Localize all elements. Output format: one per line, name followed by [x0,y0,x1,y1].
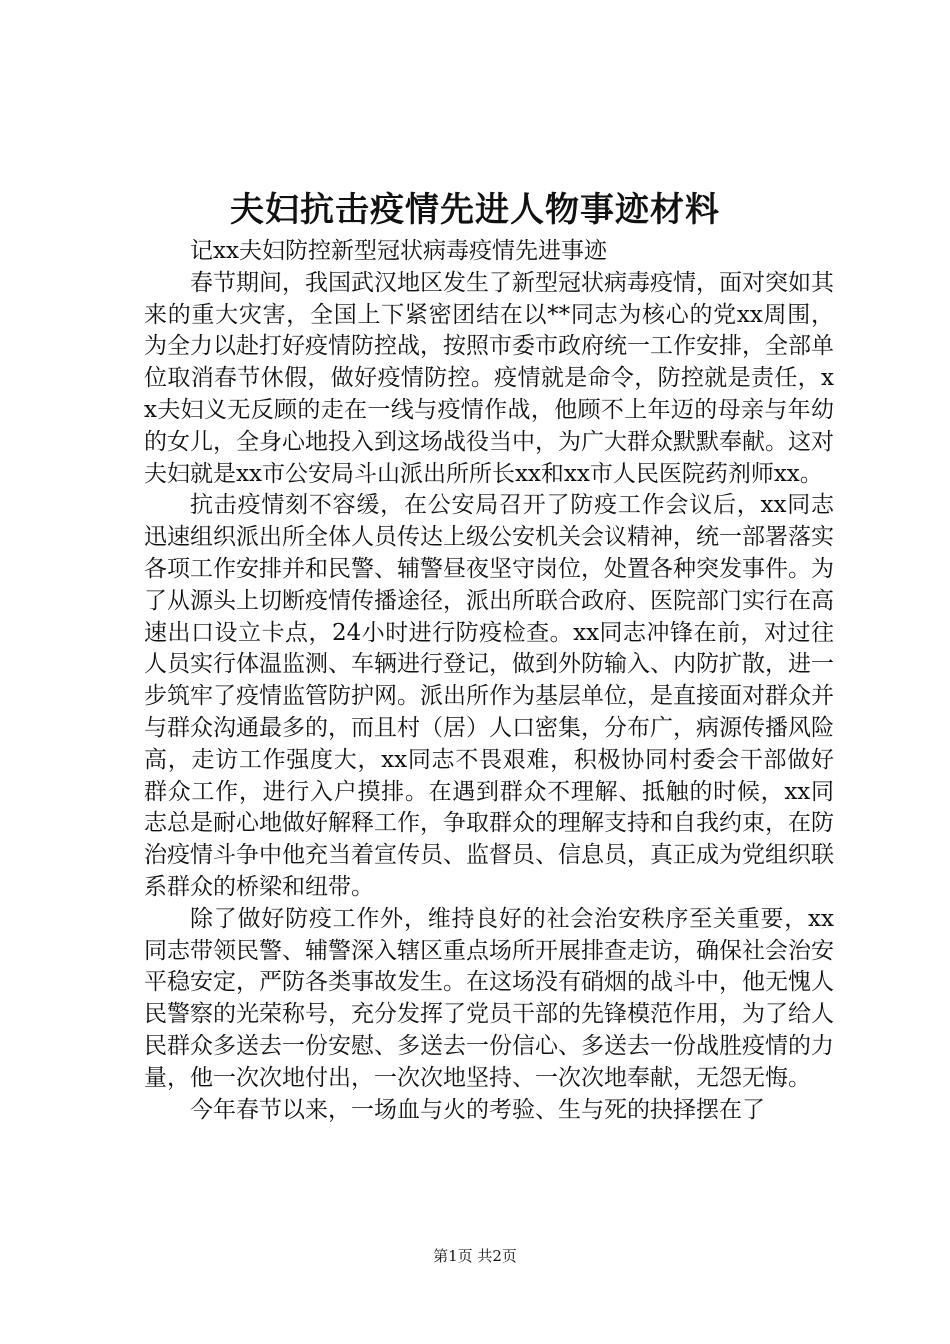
document-body [144,236,834,1126]
body-paragraph: 今年春节以来，一场血与火的考验、生与死的抉择摆在了 [190,1096,765,1123]
body-paragraph: 除了做好防疫工作外，维持良好的社会治安秩序至关重要，xx同志带领民警、辅警深入辖区重点场所开展排查走访，确保社会治安平稳安定，严防各类事故发生。在这场没有硝烟的战斗中，他无愧人民警察的光荣称号，充分发挥了党员干部的先锋模范作用，为了给人民群众多送去一份安慰、多送去一份信心、多送去一份战胜疫情的力量，他一次次地付出，一次次地坚持、一次次地奉献，无怨无悔。 [144,905,834,1091]
body-paragraph: 春节期间，我国武汉地区发生了新型冠状病毒疫情，面对突如其来的重大灾害，全国上下紧密团结在以**同志为核心的党xx周围，为全力以赴打好疫情防控战，按照市委市政府统一工作安排，全部单位取消春节休假，做好疫情防控。疫情就是命令，防控就是责任，xx夫妇义无反顾的走在一线与疫情作战，他顾不上年迈的母亲与年幼的女儿，全身心地投入到这场战役当中，为广大群众默默奉献。这对夫妇就是xx市公安局斗山派出所所长xx和xx市人民医院药剂师xx。 [144,269,834,487]
document-title: 夫妇抗击疫情先进人物事迹材料 [230,190,720,230]
page-number-footer: 第1页 共2页 [433,1247,517,1265]
body-paragraph: 抗击疫情刻不容缓，在公安局召开了防疫工作会议后，xx同志迅速组织派出所全体人员传达上级公安机关会议精神，统一部署落实各项工作安排并和民警、辅警昼夜坚守岗位，处置各种突发事件。为了从源头上切断疫情传播途径，派出所联合政府、医院部门实行在高速出口设立卡点，24小时进行防疫检查。xx同志冲锋在前，对过往人员实行体温监测、车辆进行登记，做到外防输入、内防扩散，进一步筑牢了疫情监管防护网。派出所作为基层单位，是直接面对群众并与群众沟通最多的，而且村（居）人口密集，分布广，病源传播风险高，走访工作强度大，xx同志不畏艰难，积极协同村委会干部做好群众工作，进行入户摸排。在遇到群众不理解、抵触的时候，xx同志总是耐心地做好解释工作，争取群众的理解支持和自我约束，在防治疫情斗争中他充当着宣传员、监督员、信息员，真正成为党组织联系群众的桥梁和纽带。 [144,492,834,900]
subtitle-paragraph: 记xx夫妇防控新型冠状病毒疫情先进事迹 [190,238,607,264]
